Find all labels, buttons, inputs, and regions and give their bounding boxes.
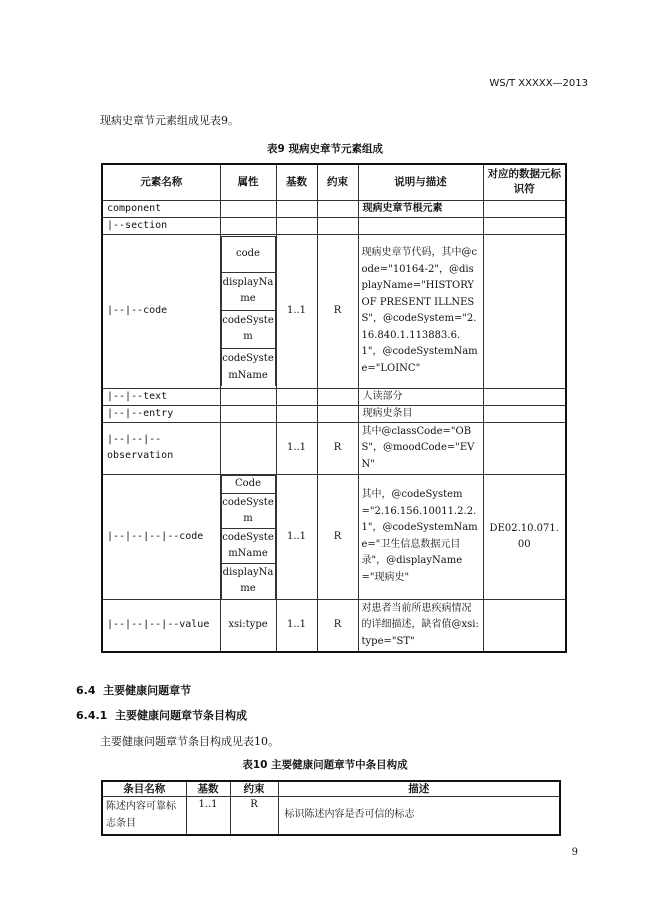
page-number: 9	[571, 847, 578, 858]
row-entry-name: |--|--entry	[102, 405, 220, 422]
row-observation-cardinality: 1..1	[276, 422, 317, 475]
row-section-name: |--section	[102, 217, 220, 234]
header-constraint: 约束	[317, 164, 358, 200]
row-entry-name: 陈述内容可靠标志条目	[102, 797, 186, 835]
row-code-name: |--|--code	[102, 234, 220, 388]
table-row	[102, 234, 566, 388]
header-description: 描述	[278, 781, 560, 797]
attr-codesystemname: codeSystemName	[221, 348, 275, 386]
intro10-paragraph: 主要健康问题章节条目构成见表10。	[100, 735, 279, 748]
section-number: 6.4	[76, 684, 96, 697]
row-obs-code-constraint: R	[317, 475, 358, 600]
row-description: 标识陈述内容是否可信的标志	[278, 797, 560, 835]
row-obs-code-attributes	[220, 475, 276, 600]
table-row	[102, 405, 566, 422]
row-value-constraint: R	[317, 599, 358, 652]
row-code-desc: 现病史章节代码，其中@code="10164-2"，@displayName="HISTORY OF PRESENT ILLNESS"，@codeSystem="2.16.840.1.113883.6.1"，@codeSystemName="LOINC"	[358, 234, 483, 388]
header-data-element-id: 对应的数据元标识符	[483, 164, 566, 200]
intro-paragraph: 现病史章节元素组成见表9。	[100, 114, 239, 127]
attr-code: code	[221, 236, 275, 272]
attr-codesystem: codeSystem	[221, 310, 275, 348]
row-text-name: |--|--text	[102, 388, 220, 405]
attr-codesystemname: codeSystemName	[221, 529, 275, 564]
row-observation-constraint: R	[317, 422, 358, 475]
row-observation-desc: 其中@classCode="OBS"，@moodCode="EVN"	[358, 422, 483, 475]
header-cardinality: 基数	[186, 781, 230, 797]
row-value-name: |--|--|--|--value	[102, 599, 220, 652]
section-title: 主要健康问题章节条目构成	[115, 709, 247, 722]
table10-caption: 表10 主要健康问题章节中条目构成	[242, 759, 408, 771]
table-row	[102, 475, 566, 600]
table9-caption: 表9 现病史章节元素组成	[267, 143, 383, 155]
header-entry-name: 条目名称	[102, 781, 186, 797]
attr-code: Code	[221, 476, 275, 494]
row-obs-code-data-element-id: DE02.10.071.00	[483, 475, 566, 600]
row-code-cardinality: 1..1	[276, 234, 317, 388]
table-row	[102, 599, 566, 652]
row-value-cardinality: 1..1	[276, 599, 317, 652]
row-constraint: R	[230, 797, 278, 835]
section-6-4-1-heading	[76, 707, 247, 723]
attr-displayname: displayName	[221, 564, 275, 599]
row-component-name: component	[102, 200, 220, 217]
table-row	[102, 797, 560, 835]
table10-header-row	[102, 781, 560, 797]
row-cardinality: 1..1	[186, 797, 230, 835]
section-number: 6.4.1	[76, 709, 108, 722]
section-6-4-heading	[76, 682, 191, 698]
row-value-attribute: xsi:type	[220, 599, 276, 652]
standard-code: WS/T XXXXX—2013	[489, 78, 588, 89]
table-row	[102, 217, 566, 234]
row-entry-desc: 现病史条目	[358, 405, 483, 422]
table9-header-row	[102, 164, 566, 200]
table-row	[102, 422, 566, 475]
section-title: 主要健康问题章节	[103, 684, 192, 697]
table-row	[102, 388, 566, 405]
header-constraint: 约束	[230, 781, 278, 797]
row-obs-code-name: |--|--|--|--code	[102, 475, 220, 600]
row-text-desc: 人读部分	[358, 388, 483, 405]
row-observation-name: |--|--|--observation	[102, 422, 220, 475]
attr-displayname: displayName	[221, 272, 275, 310]
row-code-attributes	[220, 234, 276, 388]
row-code-constraint: R	[317, 234, 358, 388]
header-description: 说明与描述	[358, 164, 483, 200]
row-obs-code-desc: 其中，@codeSystem="2.16.156.10011.2.2.1"，@codeSystemName="卫生信息数据元目录"，@displayName="现病史"	[358, 475, 483, 600]
row-value-desc: 对患者当前所患疾病情况的详细描述，缺省值@xsi:type="ST"	[358, 599, 483, 652]
row-component-desc: 现病史章节根元素	[358, 200, 483, 217]
header-element-name: 元素名称	[102, 164, 220, 200]
row-obs-code-cardinality: 1..1	[276, 475, 317, 600]
table9	[101, 163, 567, 653]
attr-codesystem: codeSystem	[221, 494, 275, 529]
table10	[101, 780, 561, 836]
header-attribute: 属性	[220, 164, 276, 200]
table-row	[102, 200, 566, 217]
header-cardinality: 基数	[276, 164, 317, 200]
